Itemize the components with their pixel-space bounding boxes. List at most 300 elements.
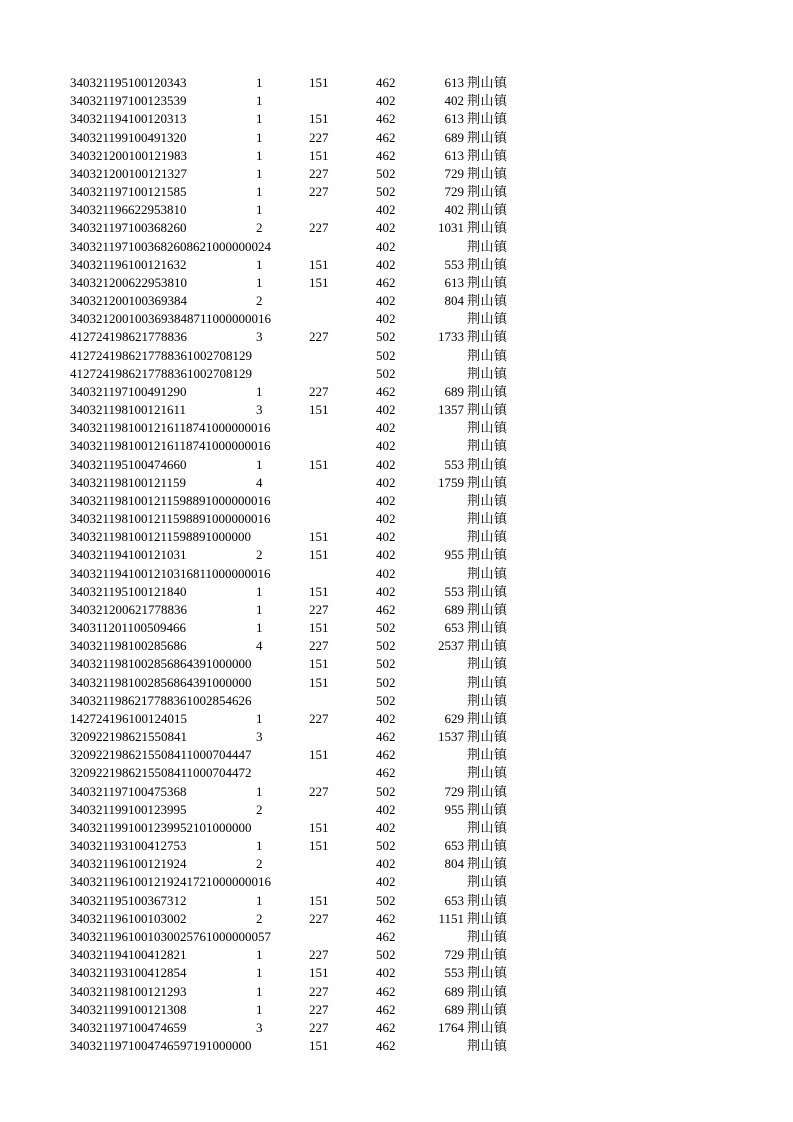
town-cell: 荆山镇 (467, 983, 508, 999)
town-cell: 荆山镇 (467, 347, 508, 363)
amount-b-cell: 402 (376, 583, 396, 599)
id-cell: 412724198621778836 (70, 329, 187, 345)
id-cell: 340321197100491290 (70, 383, 187, 399)
table-row (0, 528, 793, 546)
count-cell: 1 (256, 456, 263, 472)
amount-b-cell: 402 (376, 710, 396, 726)
table-row (0, 819, 793, 837)
amount-b-cell: 462 (376, 274, 396, 290)
amount-b-cell: 402 (376, 202, 396, 218)
id-cell: 340321199100491320 (70, 129, 187, 145)
id-cell: 340321200100369384 (70, 293, 187, 309)
town-cell: 荆山镇 (467, 402, 508, 418)
amount-b-cell: 462 (376, 147, 396, 163)
table-row (0, 456, 793, 474)
amount-a-cell: 151 (309, 402, 329, 418)
id-cell: 340321199100121308 (70, 1001, 187, 1017)
amount-a-cell: 227 (309, 947, 329, 963)
town-cell: 荆山镇 (467, 420, 508, 436)
town-cell: 荆山镇 (467, 492, 508, 508)
count-cell: 1 (256, 710, 263, 726)
amount-b-cell: 462 (376, 983, 396, 999)
amount-b-cell: 402 (376, 965, 396, 981)
id-cell: 3403211971003682608621000000024 (70, 238, 272, 254)
table-row (0, 419, 793, 437)
table-row (0, 837, 793, 855)
amount-a-cell: 227 (309, 910, 329, 926)
town-cell: 荆山镇 (467, 1038, 508, 1053)
id-cell: 3403211981002856864391000000 (70, 656, 252, 672)
amount-b-cell: 462 (376, 129, 396, 145)
table-row (0, 437, 793, 455)
town-cell: 荆山镇 (467, 838, 508, 854)
amount-b-cell: 502 (376, 638, 396, 654)
table-row (0, 292, 793, 310)
amount-b-cell: 402 (376, 456, 396, 472)
total-cell: 1537 (438, 729, 464, 745)
amount-b-cell: 502 (376, 892, 396, 908)
amount-b-cell: 462 (376, 765, 396, 781)
table-row (0, 92, 793, 110)
id-cell: 340321197100123539 (70, 93, 187, 109)
table-row (0, 110, 793, 128)
town-cell: 荆山镇 (467, 383, 508, 399)
amount-b-cell: 502 (376, 783, 396, 799)
total-cell: 613 (444, 147, 464, 163)
total-cell: 689 (444, 129, 464, 145)
amount-b-cell: 502 (376, 329, 396, 345)
town-cell: 荆山镇 (467, 147, 508, 163)
id-cell: 4127241986217788361002708129 (70, 365, 252, 381)
amount-b-cell: 462 (376, 1038, 396, 1053)
total-cell: 689 (444, 383, 464, 399)
amount-a-cell: 227 (309, 983, 329, 999)
count-cell: 1 (256, 165, 263, 181)
amount-a-cell: 151 (309, 819, 329, 835)
total-cell: 1764 (438, 1019, 464, 1035)
total-cell: 729 (444, 783, 464, 799)
amount-b-cell: 502 (376, 692, 396, 708)
count-cell: 4 (256, 474, 263, 490)
id-cell: 340321200622953810 (70, 274, 187, 290)
amount-b-cell: 502 (376, 165, 396, 181)
town-cell: 荆山镇 (467, 710, 508, 726)
table-row (0, 746, 793, 764)
amount-b-cell: 502 (376, 347, 396, 363)
amount-a-cell: 227 (309, 329, 329, 345)
count-cell: 1 (256, 983, 263, 999)
table-row (0, 510, 793, 528)
count-cell: 2 (256, 547, 263, 563)
table-row (0, 183, 793, 201)
table-row (0, 238, 793, 256)
id-cell: 340321198100121611 (70, 402, 187, 418)
count-cell: 3 (256, 402, 263, 418)
amount-b-cell: 402 (376, 402, 396, 418)
town-cell: 荆山镇 (467, 1001, 508, 1017)
table-row (0, 583, 793, 601)
town-cell: 荆山镇 (467, 547, 508, 563)
id-cell: 340321197100474659 (70, 1019, 187, 1035)
amount-b-cell: 402 (376, 565, 396, 581)
id-cell: 340321200100121327 (70, 165, 187, 181)
town-cell: 荆山镇 (467, 565, 508, 581)
amount-a-cell: 151 (309, 547, 329, 563)
amount-b-cell: 402 (376, 801, 396, 817)
total-cell: 804 (444, 293, 464, 309)
amount-b-cell: 502 (376, 838, 396, 854)
id-cell: 340321194100120313 (70, 111, 187, 127)
total-cell: 629 (444, 710, 464, 726)
town-cell: 荆山镇 (467, 93, 508, 109)
amount-b-cell: 402 (376, 220, 396, 236)
total-cell: 804 (444, 856, 464, 872)
amount-b-cell: 502 (376, 674, 396, 690)
id-cell: 340321193100412854 (70, 965, 187, 981)
id-cell: 340321198100285686 (70, 638, 187, 654)
table-row (0, 892, 793, 910)
total-cell: 553 (444, 256, 464, 272)
total-cell: 653 (444, 838, 464, 854)
amount-a-cell: 151 (309, 674, 329, 690)
id-cell: 340321200621778836 (70, 601, 187, 617)
table-row (0, 347, 793, 365)
total-cell: 729 (444, 184, 464, 200)
amount-b-cell: 462 (376, 1001, 396, 1017)
amount-b-cell: 502 (376, 620, 396, 636)
table-row (0, 401, 793, 419)
id-cell: 340311201100509466 (70, 620, 187, 636)
town-cell: 荆山镇 (467, 293, 508, 309)
table-row (0, 492, 793, 510)
amount-a-cell: 151 (309, 111, 329, 127)
amount-a-cell: 227 (309, 601, 329, 617)
count-cell: 1 (256, 838, 263, 854)
total-cell: 1759 (438, 474, 464, 490)
amount-a-cell: 151 (309, 147, 329, 163)
table-row (0, 565, 793, 583)
count-cell: 1 (256, 184, 263, 200)
id-cell: 320922198621550841 (70, 729, 187, 745)
table-row (0, 201, 793, 219)
total-cell: 2537 (438, 638, 464, 654)
id-cell: 340321195100474660 (70, 456, 187, 472)
amount-a-cell: 227 (309, 220, 329, 236)
id-cell: 3403211971004746597191000000 (70, 1038, 252, 1053)
table-row (0, 619, 793, 637)
town-cell: 荆山镇 (467, 202, 508, 218)
table-row (0, 674, 793, 692)
amount-b-cell: 402 (376, 529, 396, 545)
count-cell: 2 (256, 856, 263, 872)
id-cell: 340321194100412821 (70, 947, 187, 963)
town-cell: 荆山镇 (467, 474, 508, 490)
id-cell: 3403211981002856864391000000 (70, 674, 252, 690)
id-cell: 340321196100121632 (70, 256, 187, 272)
table-row (0, 1001, 793, 1019)
id-cell: 340321199100123995 (70, 801, 187, 817)
town-cell: 荆山镇 (467, 256, 508, 272)
id-cell: 3209221986215508411000704447 (70, 747, 252, 763)
town-cell: 荆山镇 (467, 456, 508, 472)
id-cell: 3403211986217788361002854626 (70, 692, 252, 708)
id-cell: 340321194100121031 (70, 547, 187, 563)
amount-a-cell: 227 (309, 165, 329, 181)
count-cell: 1 (256, 383, 263, 399)
count-cell: 1 (256, 583, 263, 599)
amount-a-cell: 151 (309, 620, 329, 636)
total-cell: 729 (444, 947, 464, 963)
count-cell: 1 (256, 111, 263, 127)
amount-b-cell: 502 (376, 365, 396, 381)
amount-b-cell: 402 (376, 511, 396, 527)
total-cell: 955 (444, 547, 464, 563)
id-cell: 340321196100121924 (70, 856, 187, 872)
town-cell: 荆山镇 (467, 238, 508, 254)
amount-b-cell: 462 (376, 75, 396, 90)
amount-b-cell: 402 (376, 856, 396, 872)
amount-b-cell: 462 (376, 111, 396, 127)
table-row (0, 365, 793, 383)
id-cell: 3403211981001216118741000000016 (70, 438, 271, 454)
id-cell: 340321198100121293 (70, 983, 187, 999)
table-row (0, 219, 793, 237)
count-cell: 1 (256, 93, 263, 109)
town-cell: 荆山镇 (467, 329, 508, 345)
count-cell: 1 (256, 947, 263, 963)
amount-b-cell: 462 (376, 928, 396, 944)
table-row (0, 637, 793, 655)
town-cell: 荆山镇 (467, 801, 508, 817)
id-cell: 3403211981001211598891000000016 (70, 511, 271, 527)
amount-a-cell: 151 (309, 838, 329, 854)
table-row (0, 328, 793, 346)
town-cell: 荆山镇 (467, 928, 508, 944)
town-cell: 荆山镇 (467, 438, 508, 454)
table-row (0, 474, 793, 492)
id-cell: 340321195100120343 (70, 75, 187, 90)
town-cell: 荆山镇 (467, 620, 508, 636)
total-cell: 689 (444, 1001, 464, 1017)
town-cell: 荆山镇 (467, 910, 508, 926)
town-cell: 荆山镇 (467, 111, 508, 127)
count-cell: 2 (256, 220, 263, 236)
total-cell: 613 (444, 111, 464, 127)
count-cell: 2 (256, 910, 263, 926)
total-cell: 553 (444, 965, 464, 981)
town-cell: 荆山镇 (467, 1019, 508, 1035)
id-cell: 3403211941001210316811000000016 (70, 565, 271, 581)
id-cell: 340321197100475368 (70, 783, 187, 799)
amount-b-cell: 462 (376, 910, 396, 926)
total-cell: 613 (444, 274, 464, 290)
count-cell: 1 (256, 75, 263, 90)
amount-a-cell: 151 (309, 529, 329, 545)
id-cell: 3403212001003693848711000000016 (70, 311, 272, 327)
amount-b-cell: 402 (376, 474, 396, 490)
table-row (0, 855, 793, 873)
table-row (0, 256, 793, 274)
total-cell: 553 (444, 583, 464, 599)
count-cell: 2 (256, 293, 263, 309)
town-cell: 荆山镇 (467, 874, 508, 890)
table-row (0, 964, 793, 982)
amount-b-cell: 402 (376, 874, 396, 890)
amount-b-cell: 502 (376, 184, 396, 200)
town-cell: 荆山镇 (467, 765, 508, 781)
id-cell: 340321200100121983 (70, 147, 187, 163)
amount-a-cell: 227 (309, 184, 329, 200)
total-cell: 955 (444, 801, 464, 817)
table-row (0, 129, 793, 147)
id-cell: 3403211991001239952101000000 (70, 819, 252, 835)
table-row (0, 147, 793, 165)
table-row (0, 1019, 793, 1037)
table-row (0, 710, 793, 728)
amount-a-cell: 151 (309, 1038, 329, 1053)
count-cell: 1 (256, 892, 263, 908)
count-cell: 1 (256, 129, 263, 145)
amount-b-cell: 502 (376, 656, 396, 672)
table-row (0, 601, 793, 619)
id-cell: 340321193100412753 (70, 838, 187, 854)
town-cell: 荆山镇 (467, 819, 508, 835)
count-cell: 1 (256, 202, 263, 218)
count-cell: 1 (256, 965, 263, 981)
id-cell: 3403211961001030025761000000057 (70, 928, 272, 944)
id-cell: 3403211981001211598891000000 (70, 529, 252, 545)
total-cell: 689 (444, 983, 464, 999)
town-cell: 荆山镇 (467, 311, 508, 327)
town-cell: 荆山镇 (467, 274, 508, 290)
town-cell: 荆山镇 (467, 656, 508, 672)
amount-a-cell: 151 (309, 892, 329, 908)
table-row (0, 801, 793, 819)
total-cell: 402 (444, 202, 464, 218)
town-cell: 荆山镇 (467, 947, 508, 963)
town-cell: 荆山镇 (467, 892, 508, 908)
town-cell: 荆山镇 (467, 674, 508, 690)
amount-b-cell: 402 (376, 420, 396, 436)
id-cell: 340321196100103002 (70, 910, 187, 926)
town-cell: 荆山镇 (467, 692, 508, 708)
table-row (0, 983, 793, 1001)
total-cell: 1031 (438, 220, 464, 236)
total-cell: 729 (444, 165, 464, 181)
total-cell: 613 (444, 75, 464, 90)
amount-a-cell: 151 (309, 274, 329, 290)
amount-b-cell: 402 (376, 819, 396, 835)
amount-b-cell: 462 (376, 601, 396, 617)
town-cell: 荆山镇 (467, 365, 508, 381)
amount-a-cell: 151 (309, 75, 329, 90)
amount-b-cell: 402 (376, 293, 396, 309)
town-cell: 荆山镇 (467, 129, 508, 145)
id-cell: 340321195100367312 (70, 892, 187, 908)
amount-b-cell: 402 (376, 311, 396, 327)
id-cell: 340321195100121840 (70, 583, 187, 599)
town-cell: 荆山镇 (467, 583, 508, 599)
table-row (0, 655, 793, 673)
table-row (0, 1037, 793, 1055)
amount-a-cell: 151 (309, 656, 329, 672)
amount-a-cell: 227 (309, 1001, 329, 1017)
town-cell: 荆山镇 (467, 220, 508, 236)
amount-a-cell: 227 (309, 129, 329, 145)
total-cell: 653 (444, 892, 464, 908)
count-cell: 1 (256, 274, 263, 290)
table-row (0, 74, 793, 92)
amount-b-cell: 402 (376, 547, 396, 563)
amount-a-cell: 151 (309, 256, 329, 272)
id-cell: 3403211961001219241721000000016 (70, 874, 272, 890)
id-cell: 4127241986217788361002708129 (70, 347, 252, 363)
id-cell: 340321198100121159 (70, 474, 187, 490)
amount-b-cell: 462 (376, 747, 396, 763)
table-row (0, 873, 793, 891)
town-cell: 荆山镇 (467, 783, 508, 799)
id-cell: 340321197100121585 (70, 184, 187, 200)
town-cell: 荆山镇 (467, 965, 508, 981)
amount-a-cell: 227 (309, 710, 329, 726)
table-row (0, 910, 793, 928)
table-row (0, 274, 793, 292)
amount-a-cell: 227 (309, 383, 329, 399)
table-row (0, 728, 793, 746)
table-row (0, 383, 793, 401)
amount-a-cell: 227 (309, 638, 329, 654)
total-cell: 1357 (438, 402, 464, 418)
total-cell: 689 (444, 601, 464, 617)
total-cell: 1151 (438, 910, 464, 926)
table-row (0, 546, 793, 564)
amount-a-cell: 151 (309, 965, 329, 981)
count-cell: 1 (256, 783, 263, 799)
amount-a-cell: 151 (309, 583, 329, 599)
town-cell: 荆山镇 (467, 729, 508, 745)
amount-b-cell: 402 (376, 492, 396, 508)
amount-b-cell: 402 (376, 256, 396, 272)
amount-b-cell: 402 (376, 93, 396, 109)
id-cell: 3403211981001211598891000000016 (70, 492, 271, 508)
total-cell: 553 (444, 456, 464, 472)
total-cell: 1733 (438, 329, 464, 345)
id-cell: 340321197100368260 (70, 220, 187, 236)
count-cell: 3 (256, 729, 263, 745)
town-cell: 荆山镇 (467, 747, 508, 763)
amount-b-cell: 462 (376, 729, 396, 745)
table-row (0, 165, 793, 183)
amount-b-cell: 462 (376, 1019, 396, 1035)
count-cell: 1 (256, 1001, 263, 1017)
town-cell: 荆山镇 (467, 511, 508, 527)
town-cell: 荆山镇 (467, 165, 508, 181)
table-row (0, 928, 793, 946)
amount-a-cell: 227 (309, 783, 329, 799)
amount-a-cell: 151 (309, 747, 329, 763)
town-cell: 荆山镇 (467, 856, 508, 872)
count-cell: 1 (256, 147, 263, 163)
count-cell: 3 (256, 329, 263, 345)
count-cell: 1 (256, 620, 263, 636)
id-cell: 3403211981001216118741000000016 (70, 420, 271, 436)
count-cell: 2 (256, 801, 263, 817)
total-cell: 653 (444, 620, 464, 636)
town-cell: 荆山镇 (467, 75, 508, 90)
table-row (0, 946, 793, 964)
table-row (0, 764, 793, 782)
id-cell: 340321196622953810 (70, 202, 187, 218)
